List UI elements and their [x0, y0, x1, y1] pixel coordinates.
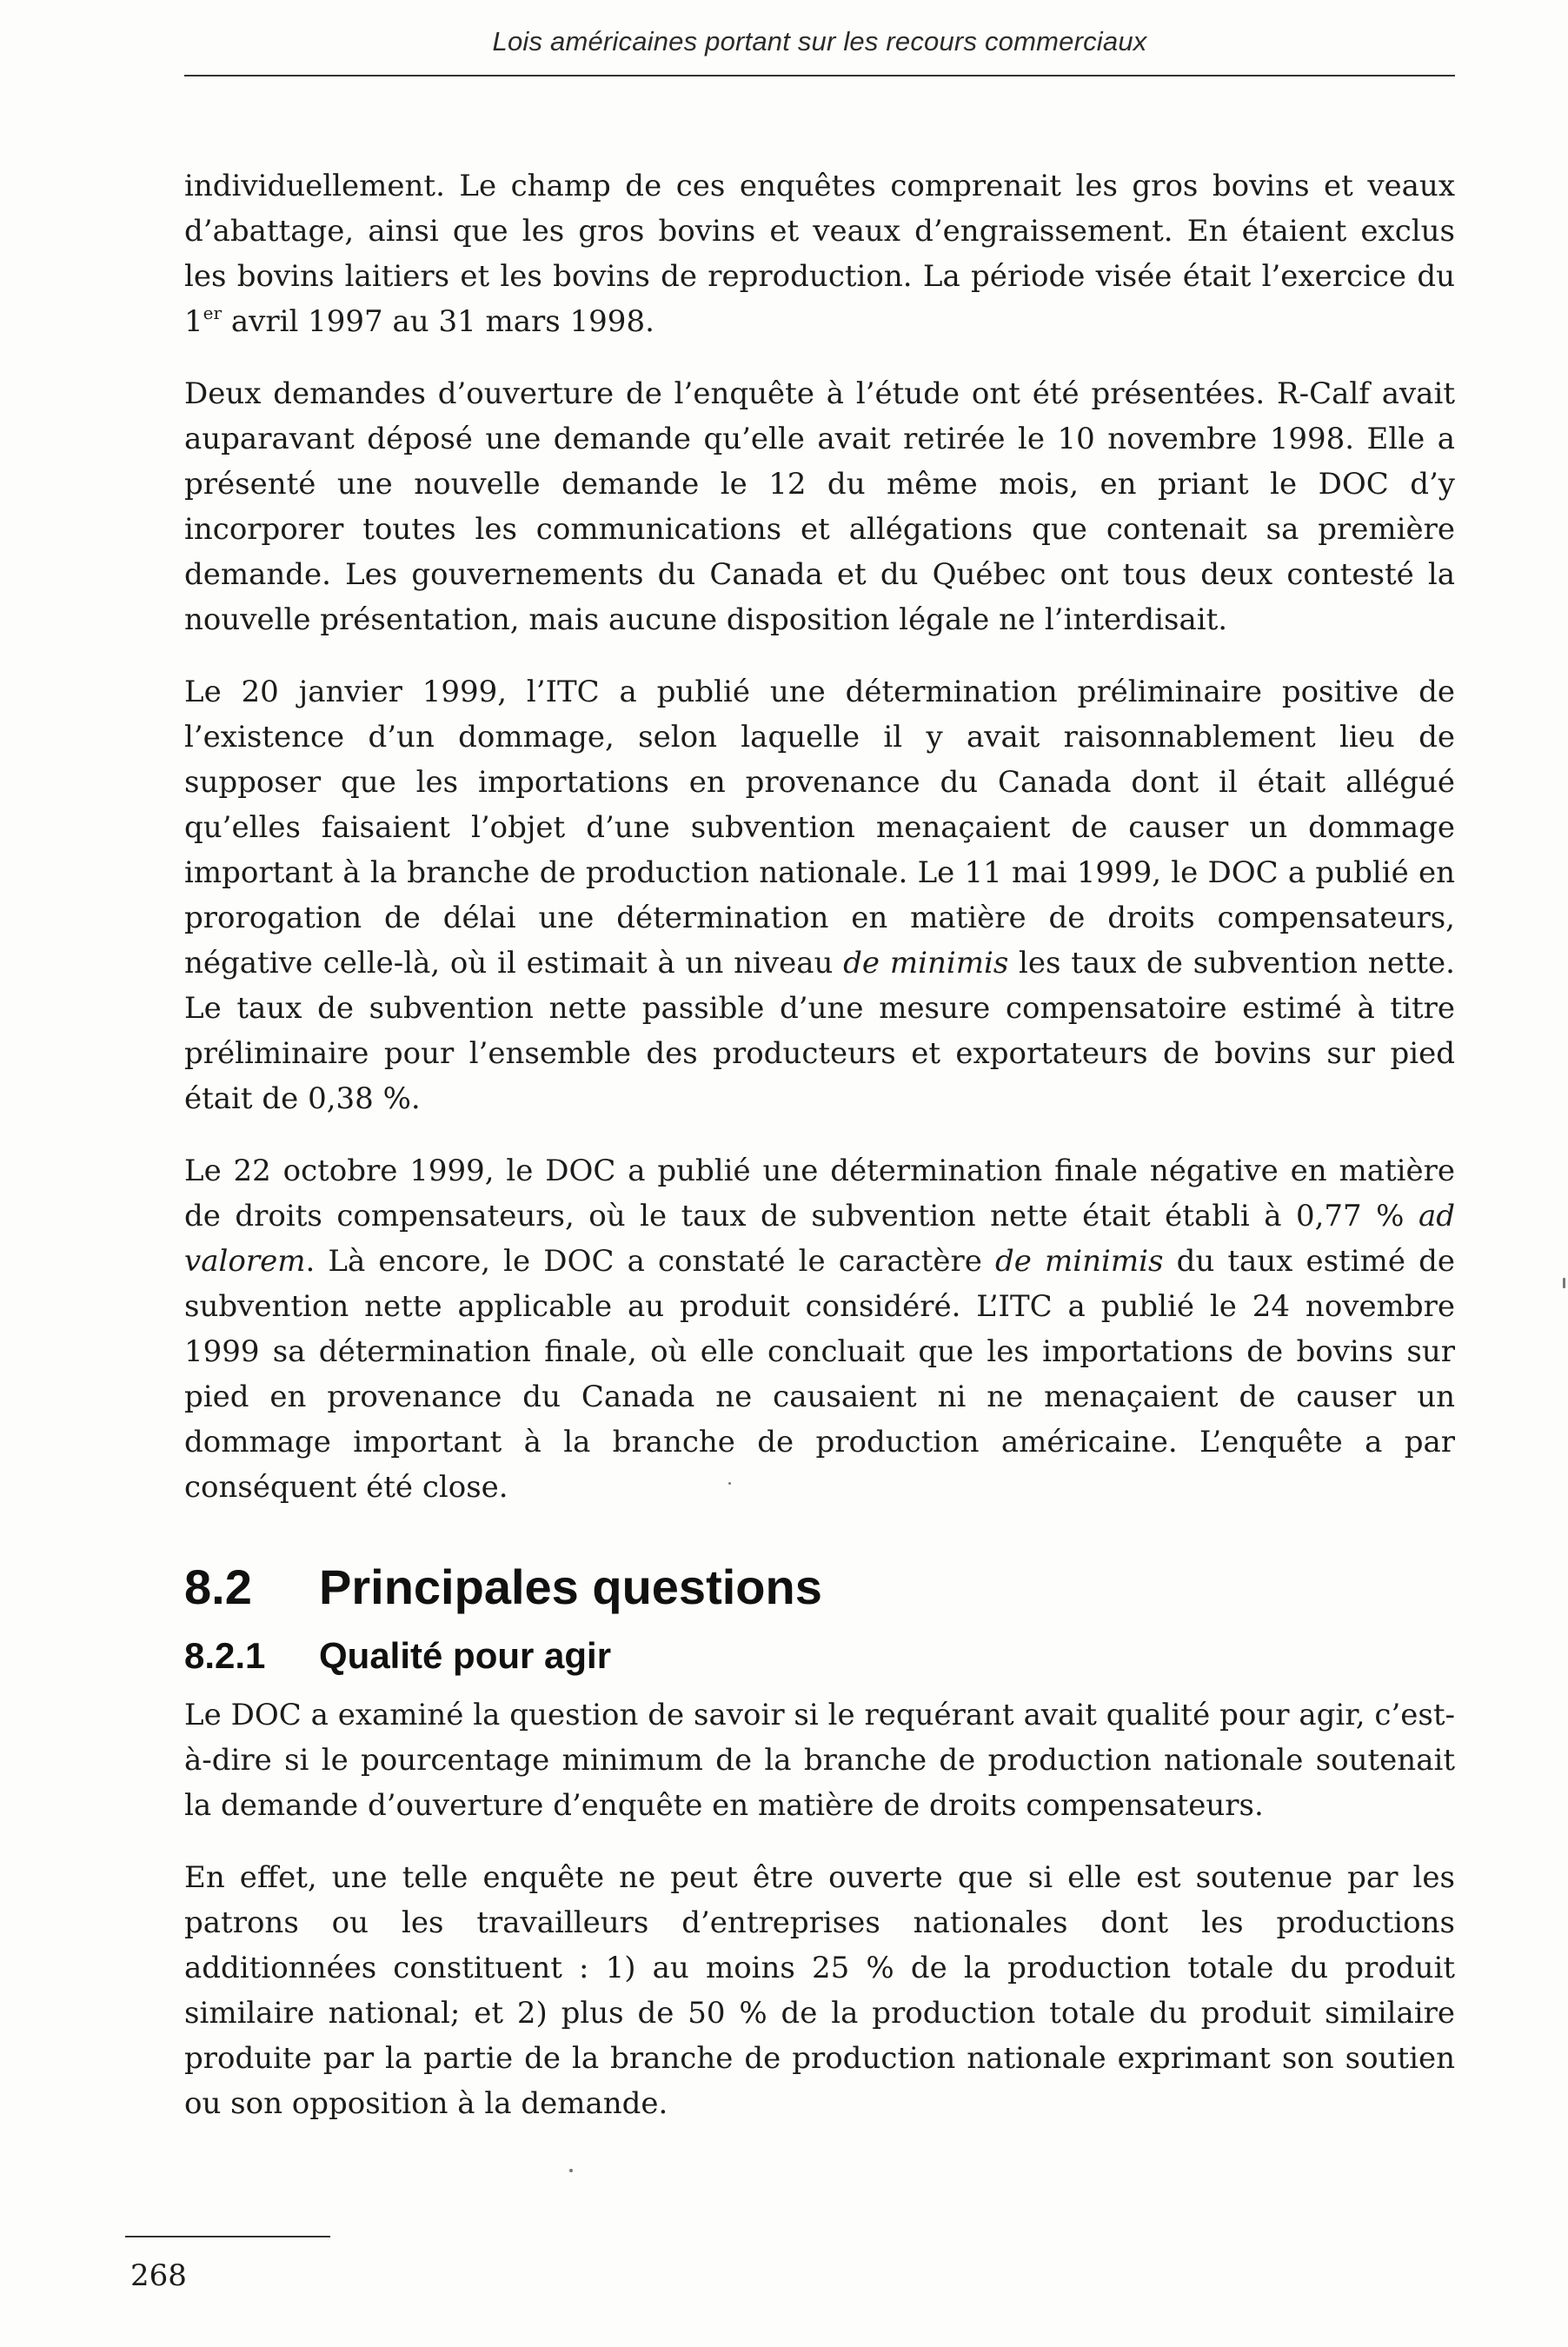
paragraph-4-text-a: Le 22 octobre 1999, le DOC a publié une détermination finale négative en matière de droits compensateurs, où le taux de subvention nette était établi à 0,77 %	[184, 1154, 1455, 1233]
section-number: 8.2	[184, 1559, 252, 1614]
paragraph-1	[184, 163, 1455, 344]
header-rule	[184, 75, 1455, 76]
paragraph-3-italic: de minimis	[843, 946, 1009, 981]
subsection-heading	[184, 1632, 1455, 1680]
scan-speck	[1563, 1278, 1565, 1288]
paragraph-1-text: individuellement. Le champ de ces enquêtes comprenait les gros bovins et veaux d’abattage, ainsi que les gros bovins et veaux d’engraissement. En étaient exclus les bovins laitiers et les bovins de reproduction. La période visée était l’exercice du 1	[184, 169, 1455, 339]
paragraph-4-italic-2: de minimis	[994, 1244, 1164, 1279]
paragraph-4-text-c: du taux estimé de subvention nette applicable au produit considéré. L’ITC a publié le 24 novembre 1999 sa détermination finale, où elle concluait que les importations de bovins sur pied en provenance du Canada ne causaient ni ne menaçaient de causer un dommage important à la branche de production américaine. L’enquête a par conséquent été close.	[184, 1244, 1455, 1505]
page-number: 268	[130, 2258, 187, 2293]
paragraph-5: Le DOC a examiné la question de savoir si le requérant avait qualité pour agir, c’est-à-dire si le pourcentage minimum de la branche de production nationale soutenait la demande d’ouverture d’enquête en matière de droits compensateurs.	[184, 1698, 1455, 1823]
paragraph-4-text-b: . Là encore, le DOC a constaté le caractère	[305, 1244, 995, 1279]
subsection-number: 8.2.1	[184, 1635, 266, 1676]
paragraph-3-text-b: les taux de subvention nette. Le taux de subvention nette passible d’une mesure compensatoire estimé à titre préliminaire pour l’ensemble des producteurs et exportateurs de bovins sur pied était de 0,38 %.	[184, 946, 1455, 1116]
paragraph-3	[184, 669, 1455, 1121]
scan-speck	[569, 2169, 573, 2172]
section-heading	[184, 1557, 1455, 1618]
paragraph-6: En effet, une telle enquête ne peut être ouverte que si elle est soutenue par les patrons ou les travailleurs d’entreprises nationales dont les productions additionnées constituent : 1) au moins 25 % de la production totale du produit similaire national; et 2) plus de 50 % de la production totale du produit similaire produite par la partie de la branche de production nationale exprimant son soutien ou son opposition à la demande.	[184, 1860, 1455, 2121]
paragraph-2: Deux demandes d’ouverture de l’enquête à l’étude ont été présentées. R-Calf avait auparavant déposé une demande qu’elle avait retirée le 10 novembre 1998. Elle a présenté une nouvelle demande le 12 du même mois, en priant le DOC d’y incorporer toutes les communications et allégations que contenait sa première demande. Les gouvernements du Canada et du Québec ont tous deux contesté la nouvelle présentation, mais aucune disposition légale ne l’interdisait.	[184, 376, 1455, 637]
paragraph-4-italic-1: ad valorem	[184, 1199, 1455, 1279]
ordinal-superscript: er	[203, 302, 223, 323]
scan-speck	[728, 1482, 731, 1485]
paragraph-3-text-a: Le 20 janvier 1999, l’ITC a publié une détermination préliminaire positive de l’existence d’un dommage, selon laquelle il y avait raisonnablement lieu de supposer que les importations en provenance du Canada dont il était allégué qu’elles faisaient l’objet d’une subvention menaçaient de causer un dommage important à la branche de production nationale. Le 11 mai 1999, le DOC a publié en prorogation de délai une détermination en matière de droits compensateurs, négative celle-là, où il estimait à un niveau	[184, 675, 1455, 981]
paragraph-1-end: avril 1997 au 31 mars 1998.	[222, 304, 654, 339]
body-text	[184, 163, 1455, 2153]
section-title: Principales questions	[319, 1559, 822, 1614]
subsection-title: Qualité pour agir	[319, 1635, 612, 1676]
paragraph-4	[184, 1148, 1455, 1510]
running-header: Lois américaines portant sur les recours commerciaux	[492, 26, 1147, 57]
footer-rule	[125, 2236, 330, 2237]
